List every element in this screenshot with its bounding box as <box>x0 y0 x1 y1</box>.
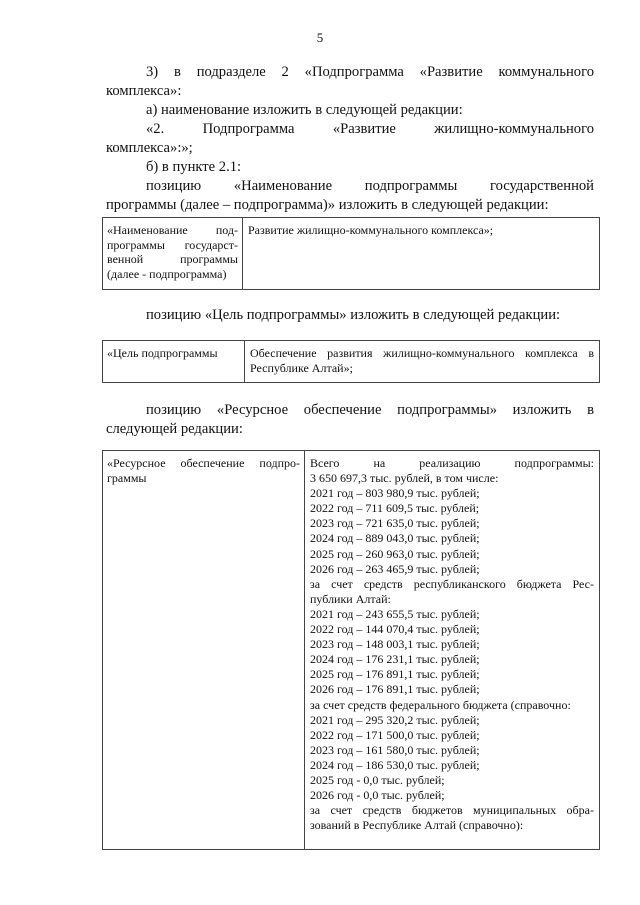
table2-label: «Цель подпрограммы <box>107 346 218 360</box>
table1-value: Развитие жилищно-коммунального комплекса»; <box>248 223 494 237</box>
table2-value-line: Обеспечение развития жилищно-коммунального комплекса в <box>250 346 594 360</box>
table3-label-line: «Ресурсное обеспечение подпро- <box>107 456 300 470</box>
intro-line-8: программы (далее – подпрограмма)» изложить в следующей редакции: <box>106 197 549 213</box>
table3-value-line: 2022 год – 171 500,0 тыс. рублей; <box>310 727 480 742</box>
table3-value-line: 2023 год – 721 635,0 тыс. рублей; <box>310 516 480 531</box>
table3-value-line: 2021 год – 243 655,5 тыс. рублей; <box>310 606 480 621</box>
table1-label-line: венной программы <box>107 252 238 266</box>
table3-value-line: 2025 год – 176 891,1 тыс. рублей; <box>310 667 480 682</box>
table2-label-cell <box>103 341 245 382</box>
table3-value-line: за счет средств бюджетов муниципальных обра- <box>310 803 594 818</box>
intro-line-4: «2. Подпрограмма «Развитие жилищно-коммунального <box>146 121 594 137</box>
table3-value-line: 2022 год – 144 070,4 тыс. рублей; <box>310 622 480 637</box>
table3-value-line: 2026 год – 263 465,9 тыс. рублей; <box>310 561 480 576</box>
table3-label-cell <box>103 451 305 849</box>
intro-line-6: б) в пункте 2.1: <box>146 159 242 175</box>
table3-value-line: 2021 год – 295 320,2 тыс. рублей; <box>310 712 480 727</box>
table3-value-line: 2021 год – 803 980,9 тыс. рублей; <box>310 486 480 501</box>
para-goal: позицию «Цель подпрограммы» изложить в следующей редакции: <box>146 307 561 323</box>
table3-value-line: 2024 год – 186 530,0 тыс. рублей; <box>310 757 480 772</box>
table1-label-cell <box>103 218 243 289</box>
intro-line-5: комплекса»:»; <box>106 140 193 156</box>
table-name-of-subprogram <box>102 217 600 290</box>
table3-label-line: граммы <box>107 471 147 486</box>
table3-value-line: 2022 год – 711 609,5 тыс. рублей; <box>310 501 480 516</box>
intro-line-7: позицию «Наименование подпрограммы государственной <box>146 178 594 194</box>
table3-value-line: публики Алтай: <box>310 591 391 606</box>
page-number: 5 <box>316 30 324 45</box>
table2-value-cell <box>245 341 599 382</box>
table2-value-line: Республике Алтай»; <box>250 360 353 375</box>
table3-value-cell <box>305 451 599 849</box>
table3-value-line: 2026 год – 176 891,1 тыс. рублей; <box>310 682 480 697</box>
table3-value-line: 2023 год – 161 580,0 тыс. рублей; <box>310 742 480 757</box>
intro-line-3: а) наименование изложить в следующей редакции: <box>146 102 463 118</box>
table3-value-line: 2025 год – 260 963,0 тыс. рублей; <box>310 546 480 561</box>
table1-label-line: «Наименование под- <box>107 223 238 237</box>
table3-value-line: зований в Республике Алтай (справочно): <box>310 818 524 833</box>
table3-value-line: за счет средств федерального бюджета (справочно: <box>310 697 571 712</box>
table3-value-line: Всего на реализацию подпрограммы: <box>310 456 594 470</box>
table3-value-line: 2024 год – 889 043,0 тыс. рублей; <box>310 531 480 546</box>
table3-value-line: 2026 год - 0,0 тыс. рублей; <box>310 788 445 803</box>
table-resource-provision <box>102 450 600 850</box>
table3-value-line: 2024 год – 176 231,1 тыс. рублей; <box>310 652 480 667</box>
para-resources-line-1: позицию «Ресурсное обеспечение подпрограммы» изложить в <box>146 402 594 418</box>
table3-value-line: 3 650 697,3 тыс. рублей, в том числе: <box>310 471 499 486</box>
intro-line-1: 3) в подразделе 2 «Подпрограмма «Развитие коммунального <box>146 64 594 80</box>
table3-value-line: за счет средств республиканского бюджета Рес- <box>310 576 594 591</box>
table3-value-line: 2023 год – 148 003,1 тыс. рублей; <box>310 637 480 652</box>
para-resources-line-2: следующей редакции: <box>106 421 243 437</box>
intro-line-2: комплекса»: <box>106 83 182 99</box>
table1-label-line: (далее - подпрограмма) <box>107 266 227 281</box>
table-goal-of-subprogram <box>102 340 600 383</box>
table1-label-line: программы государст- <box>107 237 238 252</box>
table1-value-cell <box>243 218 599 289</box>
table3-value-line: 2025 год - 0,0 тыс. рублей; <box>310 772 445 787</box>
